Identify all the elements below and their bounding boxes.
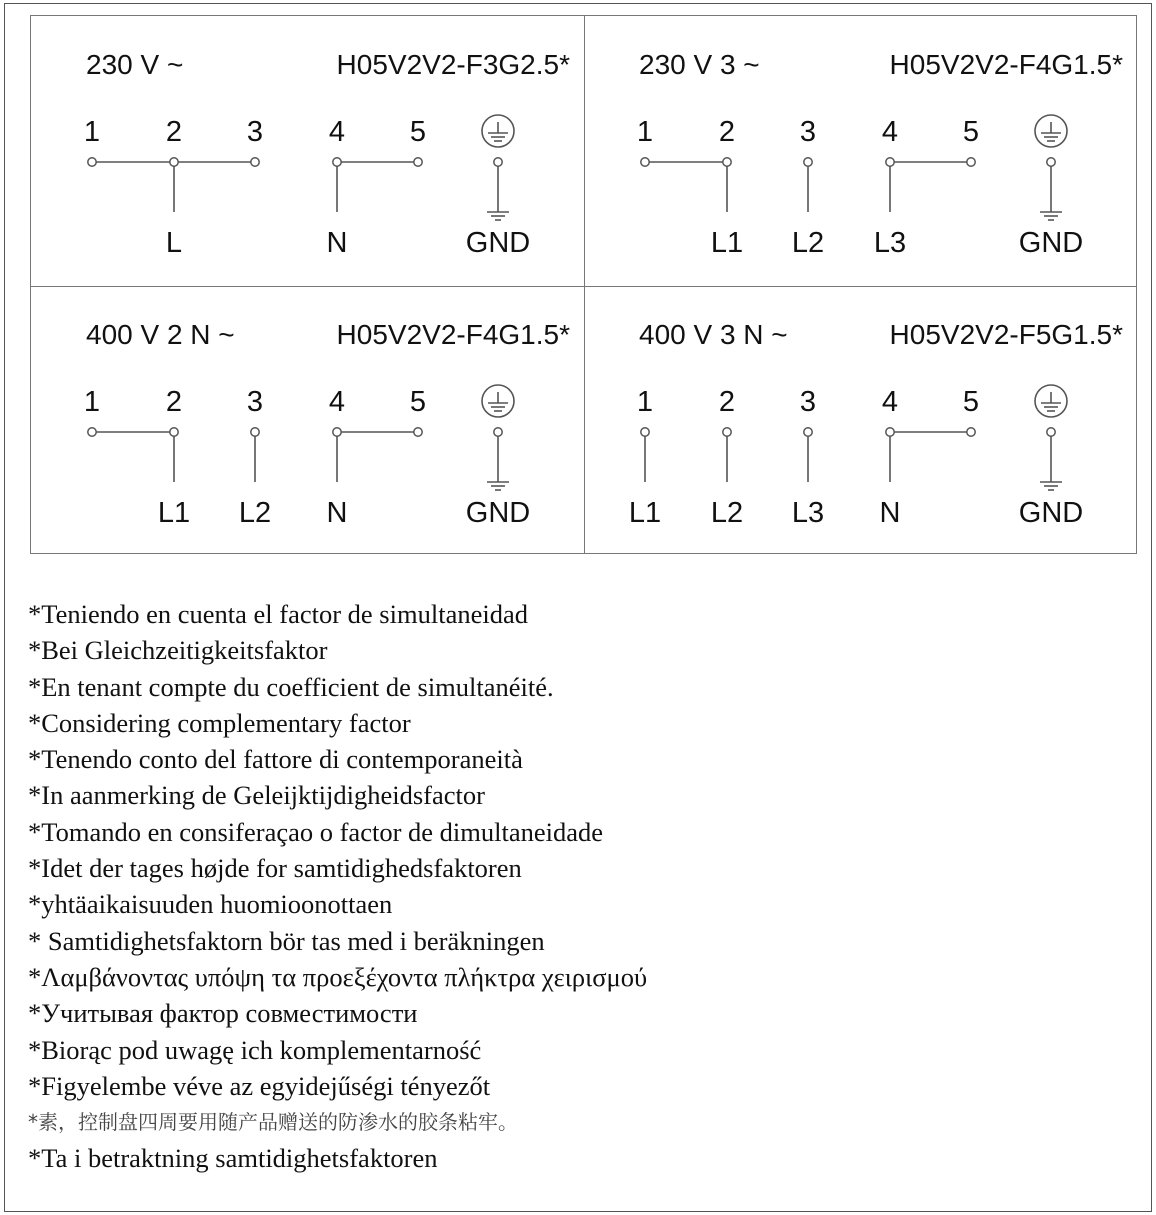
panel-cable-type: H05V2V2-F4G1.5* (889, 49, 1123, 80)
output-label: L1 (628, 497, 662, 529)
terminal-number: 1 (83, 386, 101, 418)
output-label: L1 (157, 497, 191, 529)
footnote-item: *Figyelembe véve az egyidejűségi tényezőt (28, 1070, 491, 1101)
output-label: L3 (873, 227, 907, 259)
terminal-node (88, 428, 96, 436)
terminal-number: 3 (246, 386, 264, 418)
terminal-number: 4 (328, 386, 346, 418)
footnote-item: *Idet der tages højde for samtidighedsfaktoren (28, 853, 522, 884)
terminal-node (494, 428, 502, 436)
terminal-node (414, 158, 422, 166)
footnote-item: * Samtidighetsfaktorn bör tas med i beräkningen (28, 925, 545, 956)
terminal-node (333, 428, 341, 436)
terminal-node (723, 428, 731, 436)
footnote-item: *Bei Gleichzeitigkeitsfaktor (28, 635, 328, 666)
terminal-node (251, 428, 259, 436)
output-label: GND (465, 497, 531, 529)
terminal-node (641, 158, 649, 166)
output-label: GND (1018, 227, 1084, 259)
terminal-node (804, 158, 812, 166)
terminal-node (804, 428, 812, 436)
output-label: L1 (710, 227, 744, 259)
terminal-node (1047, 158, 1055, 166)
terminal-number: 1 (636, 116, 654, 148)
terminal-number: 2 (718, 386, 736, 418)
terminal-node (641, 428, 649, 436)
footnote-item: *Biorąc pod uwagę ich komplementarność (28, 1034, 482, 1065)
footnote-item: *素，控制盘四周要用随产品赠送的防渗水的胶条粘牢。 (28, 1110, 518, 1135)
output-label: L3 (791, 497, 825, 529)
panel-cable-type: H05V2V2-F3G2.5* (336, 49, 570, 80)
terminal-node (494, 158, 502, 166)
panel-voltage: 230 V ~ (86, 49, 184, 80)
terminal-node (886, 158, 894, 166)
terminal-number: 3 (799, 386, 817, 418)
terminal-number: 4 (328, 116, 346, 148)
terminal-number: 2 (165, 386, 183, 418)
terminal-node (88, 158, 96, 166)
terminal-node (723, 158, 731, 166)
footnote-item: *Tomando en consiferaçao o factor de dimultaneidade (28, 816, 604, 847)
terminal-number: 3 (799, 116, 817, 148)
terminal-node (170, 428, 178, 436)
terminal-node (414, 428, 422, 436)
terminal-number: 4 (881, 386, 899, 418)
output-label: L2 (710, 497, 744, 529)
output-label: N (879, 497, 901, 529)
footnote-item: *yhtäaikaisuuden huomioonottaen (28, 889, 393, 920)
output-label: N (326, 497, 348, 529)
footnote-item: *Teniendo en cuenta el factor de simultaneidad (28, 599, 528, 629)
output-label: L2 (238, 497, 272, 529)
terminal-node (170, 158, 178, 166)
output-label: N (326, 227, 348, 259)
terminal-number: 5 (962, 116, 980, 148)
panel-cable-type: H05V2V2-F5G1.5* (889, 319, 1123, 350)
terminal-number: 2 (165, 116, 183, 148)
terminal-number: 1 (83, 116, 101, 148)
output-label: GND (1018, 497, 1084, 529)
terminal-node (886, 428, 894, 436)
terminal-number: 1 (636, 386, 654, 418)
terminal-number: 4 (881, 116, 899, 148)
output-label: GND (465, 227, 531, 259)
terminal-node (967, 428, 975, 436)
terminal-number: 3 (246, 116, 264, 148)
footnote-item: *En tenant compte du coefficient de simultanéité. (28, 671, 554, 702)
terminal-node (967, 158, 975, 166)
footnote-item: *Учитывая фактор совместимости (28, 998, 418, 1029)
footnote-list (28, 596, 1128, 1177)
terminal-number: 5 (962, 386, 980, 418)
footnote-item: *Considering complementary factor (28, 707, 411, 738)
footnote-item: *Tenendo conto del fattore di contemporaneità (28, 744, 523, 775)
panel-cable-type: H05V2V2-F4G1.5* (336, 319, 570, 350)
terminal-number: 5 (409, 116, 427, 148)
output-label: L2 (791, 227, 825, 259)
terminal-number: 2 (718, 116, 736, 148)
footnote-item: *Ta i betraktning samtidighetsfaktoren (28, 1143, 438, 1174)
terminal-node (333, 158, 341, 166)
wiring-diagrams (0, 0, 1156, 560)
panel-voltage: 400 V 2 N ~ (86, 319, 235, 350)
panel-voltage: 400 V 3 N ~ (639, 319, 788, 350)
output-label: L (165, 227, 183, 259)
footnote-item: *In aanmerking de Geleijktijdigheidsfactor (28, 780, 485, 811)
terminal-number: 5 (409, 386, 427, 418)
panel-voltage: 230 V 3 ~ (639, 49, 760, 80)
terminal-node (251, 158, 259, 166)
terminal-node (1047, 428, 1055, 436)
footnote-item: *Λαμβάνοντας υπόψη τα προεξέχοντα πλήκτρα χειρισμού (28, 961, 648, 992)
